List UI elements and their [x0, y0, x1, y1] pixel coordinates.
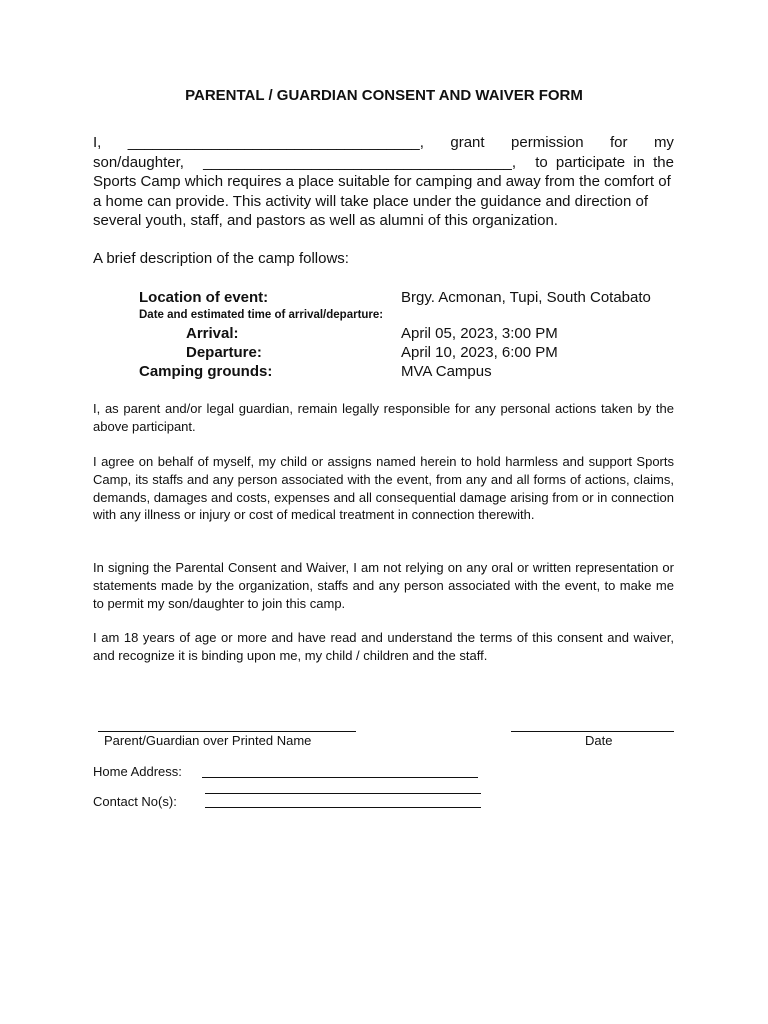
signature-name-label: Parent/Guardian over Printed Name: [104, 733, 312, 748]
departure-value: April 10, 2023, 6:00 PM: [401, 344, 558, 361]
grounds-value: MVA Campus: [401, 363, 492, 380]
signature-date-label: Date: [585, 733, 613, 748]
intro-permission: permission: [511, 134, 584, 151]
location-label: Location of event:: [139, 289, 269, 306]
signature-name-line[interactable]: [98, 731, 356, 732]
arrival-value: April 05, 2023, 3:00 PM: [401, 325, 558, 342]
child-name-blank[interactable]: _____________________________________,: [203, 153, 516, 171]
intro-i: I,: [93, 134, 102, 151]
paragraph-age-acknowledgement: I am 18 years of age or more and have read and understand the terms of this consent and waiver, and recognize it is binding upon me, my child / children and the staff.: [93, 630, 674, 663]
intro-rest: Sports Camp which requires a place suitable for camping and away from the comfort of a home can provide. This activity will take place under the guidance and direction of several youth, staff, and pastors as well as alumni of this organization.: [93, 173, 671, 229]
arrival-label: Arrival:: [186, 325, 239, 342]
intro-sondaughter: son/daughter,: [93, 153, 184, 171]
intro-paragraph: [93, 133, 674, 231]
parent-name-blank[interactable]: ___________________________________,: [127, 134, 424, 151]
location-value: Brgy. Acmonan, Tupi, South Cotabato: [401, 289, 651, 306]
home-address-line-1[interactable]: [202, 777, 478, 778]
form-title: PARENTAL / GUARDIAN CONSENT AND WAIVER FORM: [185, 87, 583, 104]
departure-label: Departure:: [186, 344, 262, 361]
paragraph-no-reliance: In signing the Parental Consent and Waiver, I am not relying on any oral or written representation or statements made by the organization, staffs and any person associated with the event, to make me to permit my son/daughter to join this camp.: [93, 560, 674, 611]
signature-date-line[interactable]: [511, 731, 674, 732]
paragraph-responsibility: I, as parent and/or legal guardian, remain legally responsible for any personal actions taken by the above participant.: [93, 401, 674, 434]
contact-line[interactable]: [205, 807, 481, 808]
grounds-label: Camping grounds:: [139, 363, 273, 380]
intro-for: for: [609, 134, 628, 151]
intro-line-1: [93, 133, 674, 153]
paragraph-harmless: I agree on behalf of myself, my child or assigns named herein to hold harmless and support Sports Camp, its staffs and any person associated with the event, from any and all forms of actions, claims, demands, damages and costs, expenses and all consequential damage arising from or in connection with any illness or injury or cost of medical treatment in connection therewith.: [93, 454, 674, 523]
intro-line-2: [93, 153, 674, 173]
home-address-line-2[interactable]: [205, 793, 481, 794]
contact-label: Contact No(s):: [93, 794, 177, 809]
home-address-label: Home Address:: [93, 764, 182, 779]
date-time-label: Date and estimated time of arrival/departure:: [139, 309, 384, 321]
intro-to-participate: to participate in the: [535, 153, 674, 171]
intro-my: my: [653, 134, 674, 151]
camp-intro: A brief description of the camp follows:: [93, 250, 349, 267]
intro-grant: grant: [450, 134, 485, 151]
